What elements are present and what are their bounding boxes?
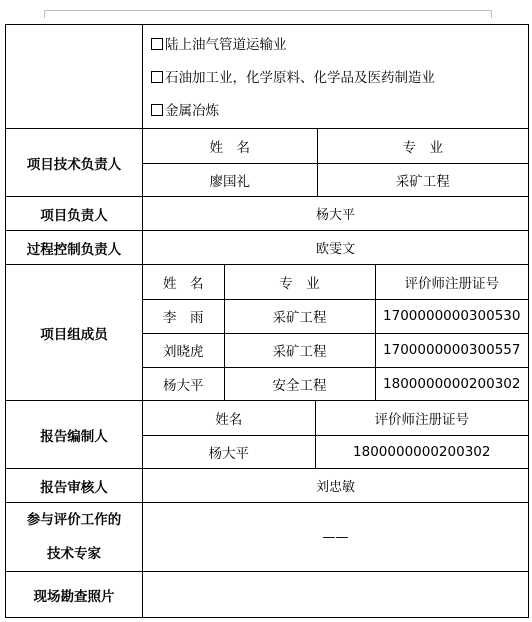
tech-lead-name: 廖国礼 bbox=[143, 163, 317, 196]
report-author-name: 杨大平 bbox=[143, 435, 315, 468]
project-lead-value: 杨大平 bbox=[143, 197, 529, 231]
member-name: 李 雨 bbox=[143, 299, 224, 333]
member-major: 采矿工程 bbox=[224, 299, 375, 333]
members-name-header: 姓 名 bbox=[143, 265, 224, 299]
member-major: 安全工程 bbox=[224, 367, 375, 400]
page-corner-mark-right bbox=[491, 10, 492, 18]
checklist-item[interactable] bbox=[151, 29, 528, 62]
checkbox-icon[interactable] bbox=[151, 104, 163, 116]
tech-lead-label: 项目技术负责人 bbox=[6, 129, 143, 197]
tech-lead-major: 采矿工程 bbox=[395, 173, 450, 190]
tech-lead-subtable bbox=[143, 129, 528, 196]
process-control-value: 欧雯文 bbox=[143, 231, 529, 265]
member-cert: 1700000000300557 bbox=[375, 333, 528, 367]
members-major-header: 专 业 bbox=[224, 265, 375, 299]
report-author-cert-header: 评价师注册证号 bbox=[315, 401, 528, 435]
members-subtable bbox=[143, 265, 528, 400]
checkbox-icon[interactable] bbox=[151, 38, 163, 50]
checkbox-icon[interactable] bbox=[151, 71, 163, 83]
experts-label: 参与评价工作的 技术专家 bbox=[6, 503, 143, 572]
project-lead-row bbox=[6, 197, 529, 231]
tech-lead-name-header: 姓 名 bbox=[143, 129, 317, 163]
report-author-cert: 1800000000200302 bbox=[353, 443, 491, 460]
page-top-border bbox=[44, 10, 492, 11]
member-major: 采矿工程 bbox=[224, 333, 375, 367]
checklist-item-label: 陆上油气管道运输业 bbox=[165, 37, 287, 53]
report-author-label: 报告编制人 bbox=[6, 401, 143, 469]
experts-value: —— bbox=[143, 503, 529, 572]
page-corner-mark-left bbox=[44, 10, 45, 18]
table-row bbox=[143, 333, 528, 367]
industry-checklist-cell bbox=[143, 25, 529, 129]
members-label: 项目组成员 bbox=[6, 265, 143, 401]
member-name: 杨大平 bbox=[143, 367, 224, 400]
checklist-item-label: 石油加工业，化学原料、化学品及医药制造业 bbox=[165, 70, 435, 86]
checklist-item[interactable] bbox=[151, 62, 528, 95]
table-row bbox=[143, 299, 528, 333]
report-reviewer-value: 刘忠敏 bbox=[143, 469, 529, 503]
experts-row bbox=[6, 503, 529, 572]
tech-lead-major-header: 专 业 bbox=[317, 129, 528, 163]
report-author-subtable bbox=[143, 401, 528, 468]
members-header-row bbox=[143, 265, 528, 299]
process-control-row bbox=[6, 231, 529, 265]
report-author-row bbox=[6, 401, 529, 469]
member-name: 刘晓虎 bbox=[143, 333, 224, 367]
report-reviewer-row bbox=[6, 469, 529, 503]
table-row bbox=[143, 367, 528, 400]
member-cert: 1700000000300530 bbox=[375, 299, 528, 333]
site-photos-row bbox=[6, 572, 529, 618]
industry-checklist bbox=[143, 25, 528, 128]
tech-lead-subtable-cell bbox=[143, 129, 529, 197]
member-cert: 1800000000200302 bbox=[383, 375, 521, 392]
report-author-subtable-cell bbox=[143, 401, 529, 469]
checklist-item[interactable] bbox=[151, 95, 528, 128]
tech-lead-row bbox=[6, 129, 529, 197]
industry-checklist-row bbox=[6, 25, 529, 129]
report-reviewer-label: 报告审核人 bbox=[6, 469, 143, 503]
industry-checklist-label-cell bbox=[6, 25, 143, 129]
members-subtable-cell bbox=[143, 265, 529, 401]
project-lead-label: 项目负责人 bbox=[6, 197, 143, 231]
members-cert-header: 评价师注册证号 bbox=[375, 265, 528, 299]
checklist-item-label: 金属冶炼 bbox=[165, 103, 219, 119]
project-info-table bbox=[5, 24, 529, 618]
members-row bbox=[6, 265, 529, 401]
site-photos-value bbox=[143, 572, 529, 618]
site-photos-label: 现场勘查照片 bbox=[6, 572, 143, 618]
process-control-label: 过程控制负责人 bbox=[6, 231, 143, 265]
report-author-name-header: 姓名 bbox=[143, 401, 315, 435]
